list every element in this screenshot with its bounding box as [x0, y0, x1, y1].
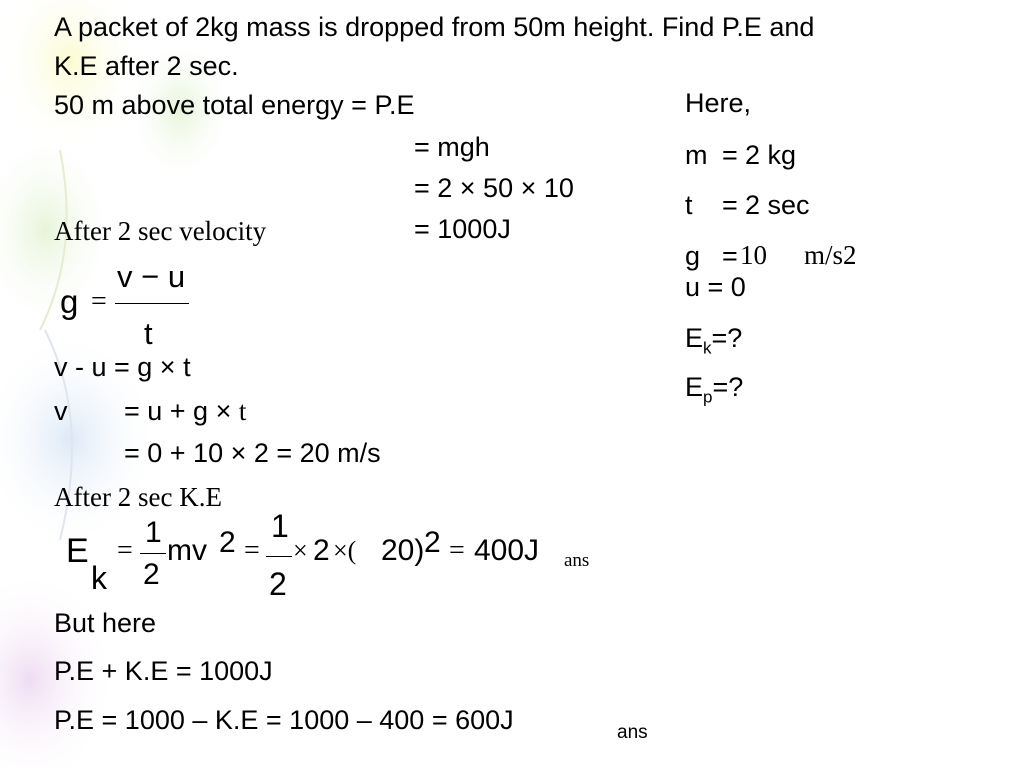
kinetic-e-symbol: E — [66, 532, 89, 570]
given-t-value: 2 sec — [745, 190, 810, 220]
velocity-fraction-bar — [115, 303, 189, 304]
kinetic-eq-3: = — [449, 535, 465, 566]
problem-line-1: A packet of 2kg mass is dropped from 50m height. Find P.E and — [54, 12, 815, 42]
kinetic-num-1: 1 — [145, 516, 162, 549]
conclusion-line-2: P.E + K.E = 1000J — [54, 656, 273, 686]
kinetic-heading: After 2 sec K.E — [54, 482, 222, 512]
conclusion-line-1: But here — [54, 608, 157, 638]
kinetic-result: 400J — [474, 534, 540, 567]
kinetic-square-1: 2 — [219, 526, 236, 559]
kinetic-den-1: 2 — [143, 558, 160, 591]
given-m-eq: = — [722, 140, 738, 170]
kinetic-den-2: 2 — [269, 566, 287, 602]
conclusion-line-3: P.E = 1000 – K.E = 1000 – 400 = 600J — [54, 705, 514, 735]
kinetic-times-2: ×( — [333, 536, 357, 565]
velocity-line-2-label: v — [54, 396, 68, 426]
kinetic-fraction-bar-1 — [140, 553, 166, 554]
given-u-line: u = 0 — [685, 272, 746, 302]
velocity-eq: = — [91, 286, 107, 317]
problem-line-2: K.E after 2 sec. — [54, 51, 239, 81]
given-g-eq: = — [722, 241, 738, 271]
kinetic-square-2: 2 — [424, 526, 441, 559]
velocity-heading: After 2 sec velocity — [54, 216, 267, 246]
kinetic-mv: mv — [167, 534, 207, 567]
energy-line-2: = mgh — [414, 132, 490, 162]
velocity-line-1: v - u = g × t — [54, 352, 191, 382]
given-t-eq: = — [722, 190, 738, 220]
velocity-line-3: = 0 + 10 × 2 = 20 m/s — [124, 438, 381, 468]
kinetic-two: 2 — [313, 534, 330, 567]
given-g-unit: m/s2 — [804, 240, 857, 270]
energy-line-1: 50 m above total energy = P.E — [54, 90, 415, 120]
energy-line-3: = 2 × 50 × 10 — [414, 173, 574, 203]
velocity-numerator: v − u — [117, 259, 186, 294]
given-m-label: m — [685, 140, 708, 170]
given-t-label: t — [685, 190, 693, 220]
given-g-value: 10 — [740, 240, 767, 270]
given-m-value: 2 kg — [745, 140, 797, 170]
given-heading: Here, — [685, 88, 752, 118]
given-ep: $E_p=$? — [685, 372, 744, 407]
given-ek: $E_k=$? — [685, 323, 743, 358]
velocity-denominator: t — [144, 316, 153, 351]
energy-line-4: = 1000J — [414, 214, 511, 244]
kinetic-num-2: 1 — [271, 508, 289, 544]
given-g-label: g — [685, 241, 701, 271]
velocity-line-2: = u + g × t — [124, 396, 247, 426]
kinetic-fraction-bar-2 — [266, 556, 292, 557]
kinetic-twenty: 20) — [381, 534, 425, 567]
kinetic-times-1: × — [293, 536, 308, 565]
kinetic-k-subscript: k — [91, 560, 107, 596]
velocity-g-symbol: g — [60, 283, 79, 320]
kinetic-eq-2: = — [244, 535, 260, 566]
conclusion-ans: ans — [617, 722, 648, 743]
kinetic-eq-1: = — [117, 535, 133, 566]
kinetic-ans: ans — [564, 550, 590, 571]
